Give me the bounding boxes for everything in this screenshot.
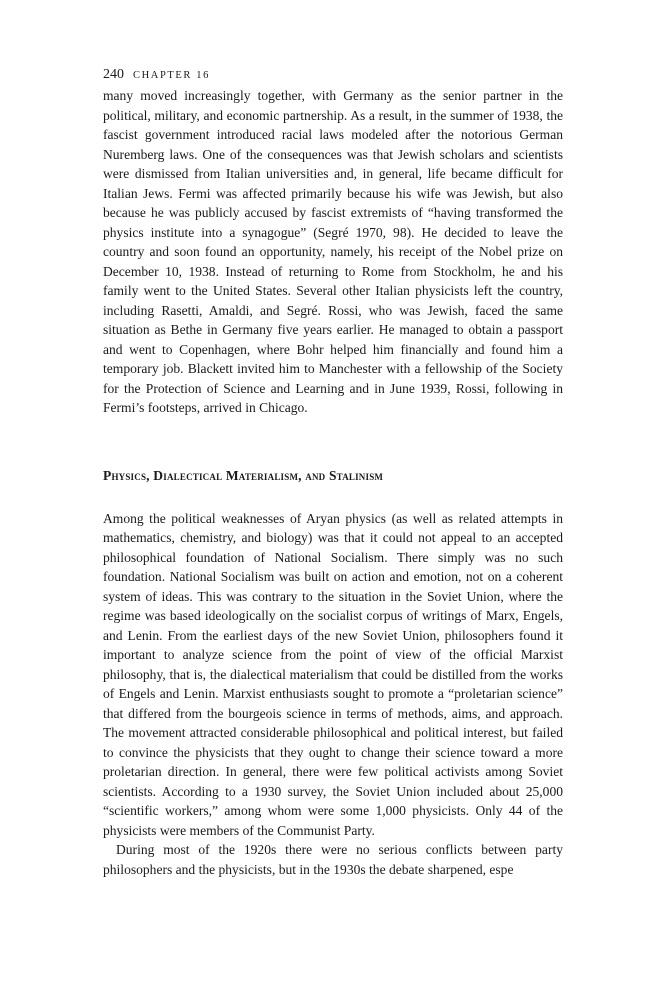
body-paragraph-1: many moved increasingly together, with Germany as the senior partner in the political, military, and economic partnership. As a result, in the summer of 1938, the fascist government introduced racial laws modeled after the notorious German Nuremberg laws. One of the consequences was that Jewish scholars and scientists were dismissed from Italian universities and, in general, life became difficult for Italian Jews. Fermi was affected primarily because his wife was Jewish, but also because he was publicly accused by fascist extremists of “having transformed the physics institute into a synagogue” (Segré 1970, 98). He decided to leave the country and soon found an opportunity, namely, his receipt of the Nobel prize on December 10, 1938. Instead of returning to Rome from Stockholm, he and his family went to the United States. Several other Italian physicists left the country, including Rasetti, Amaldi, and Segré. Rossi, who was Jewish, faced the same situation as Bethe in Germany five years earlier. He managed to obtain a passport and went to Copenhagen, where Bohr helped him financially and found him a temporary job. Blackett invited him to Manchester with a fellowship of the Society for the Protection of Science and Learning and in June 1939, Rossi, following in Fermi’s footsteps, arrived in Chicago.: [103, 88, 563, 415]
section-body: [103, 509, 563, 880]
running-head: [103, 62, 563, 88]
body-paragraph-2: Among the political weaknesses of Aryan physics (as well as related attempts in mathematics, chemistry, and biology) was that it could not appeal to an accepted philosophical foundation of National Socialism. There simply was no such foundation. National Socialism was built on action and emotion, not on a coherent system of ideas. This was contrary to the situation in the Soviet Union, where the regime was based ideologically on the socialist corpus of writings of Marx, Engels, and Lenin. From the earliest days of the new Soviet Union, philosophers found it important to analyze science from the point of view of the official Marxist philosophy, that is, the dialectical materialism that could be distilled from the works of Engels and Lenin. Marxist enthusiasts sought to promote a “proletarian science” that differed from the bourgeois science in terms of methods, aims, and approach. The movement attracted considerable philosophical and political interest, but failed to convince the physicists that they ought to change their science toward a more proletarian direction. In general, there were few political activists among Soviet scientists. According to a 1930 survey, the Soviet Union included about 25,000 “scientific workers,” among whom were some 1,000 physicists. Only 44 of the physicists were members of the Communist Party.: [103, 510, 563, 838]
book-page: [103, 62, 563, 879]
body-paragraph-3: During most of the 1920s there were no serious conflicts between party philosophers and the physicists, but in the 1930s the debate sharpened, espe: [103, 842, 563, 877]
page-number: 240: [103, 67, 124, 82]
chapter-label: CHAPTER 16: [133, 70, 210, 81]
section-heading: Physics, Dialectical Materialism, and Stalinism: [103, 467, 384, 483]
